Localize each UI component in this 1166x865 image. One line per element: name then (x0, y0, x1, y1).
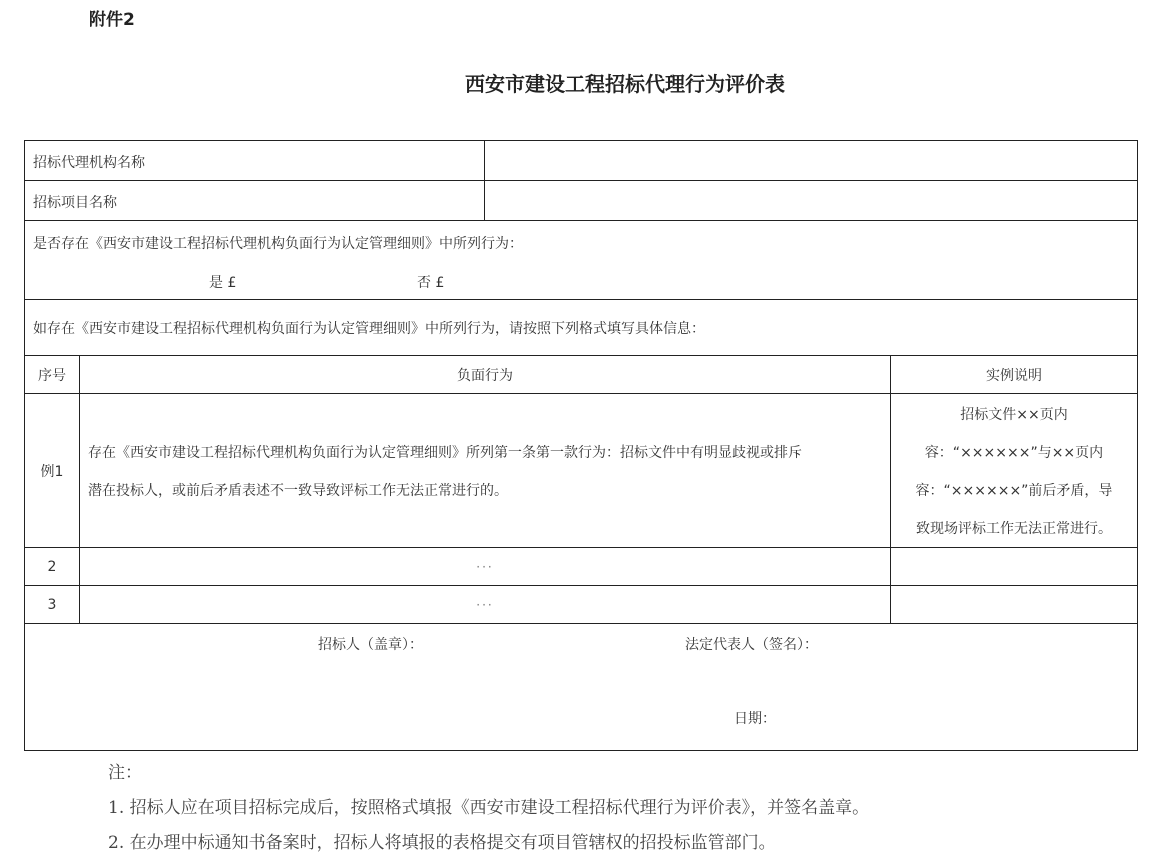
row-number-cell (25, 394, 80, 547)
notes-heading: 注： (108, 763, 142, 783)
instruction-row (25, 300, 1137, 356)
table-row (25, 394, 1137, 548)
project-name-field[interactable] (485, 181, 1137, 220)
project-name-label: 招标项目名称 (33, 195, 117, 211)
project-name-label-cell (25, 181, 485, 220)
column-header-behavior (80, 356, 891, 393)
column-header-example (891, 356, 1137, 393)
table-row (25, 548, 1137, 586)
evaluation-form-table (24, 140, 1138, 751)
question-row (25, 221, 1137, 300)
no-checkbox[interactable]: 否 £ (417, 275, 445, 291)
column-header-example-label: 实例说明 (986, 367, 1042, 384)
ellipsis-text: ··· (476, 597, 494, 612)
notes-item-1: 1. 招标人应在项目招标完成后，按照格式填报《西安市建设工程招标代理行为评价表》，并签名盖章。 (108, 798, 870, 818)
signature-row (25, 624, 1137, 750)
behavior-cell[interactable] (80, 586, 891, 623)
example-text-line3: 容：“××××××”前后矛盾，导 (915, 483, 1113, 499)
row-number-cell (25, 586, 80, 623)
agency-name-label: 招标代理机构名称 (33, 155, 145, 171)
column-header-number (25, 356, 80, 393)
behavior-cell[interactable] (80, 394, 891, 547)
instruction-text: 如存在《西安市建设工程招标代理机构负面行为认定管理细则》中所列行为，请按照下列格式填写具体信息： (33, 321, 705, 337)
row-number: 3 (47, 596, 57, 613)
ellipsis-text: ··· (476, 559, 494, 574)
example-text-line1: 招标文件××页内 (960, 407, 1068, 423)
example-text-line2: 容：“××××××”与××页内 (924, 445, 1104, 461)
example-cell[interactable] (891, 586, 1137, 623)
column-header-number-label: 序号 (38, 367, 66, 384)
column-header-behavior-label: 负面行为 (457, 367, 513, 384)
row-number: 2 (47, 558, 57, 575)
notes-item-2: 2. 在办理中标通知书备案时，招标人将填报的表格提交有项目管辖权的招投标监管部门。 (108, 833, 776, 853)
date-label: 日期： (734, 711, 776, 727)
example-cell[interactable] (891, 394, 1137, 547)
table-header-row (25, 356, 1137, 394)
yes-checkbox[interactable]: 是 £ (209, 275, 237, 291)
question-text: 是否存在《西安市建设工程招标代理机构负面行为认定管理细则》中所列行为： (33, 236, 523, 252)
behavior-text-line1: 存在《西安市建设工程招标代理机构负面行为认定管理细则》所列第一条第一款行为：招标文件中有明显歧视或排斥 (88, 445, 802, 461)
table-row (25, 586, 1137, 624)
tenderer-seal-label: 招标人（盖章）： (318, 637, 423, 653)
behavior-cell[interactable] (80, 548, 891, 585)
example-cell[interactable] (891, 548, 1137, 585)
row-number-cell (25, 548, 80, 585)
agency-name-row (25, 141, 1137, 181)
example-text-line4: 致现场评标工作无法正常进行。 (916, 521, 1112, 537)
behavior-text-line2: 潜在投标人，或前后矛盾表述不一致导致评标工作无法正常进行的。 (88, 483, 508, 499)
agency-name-field[interactable] (485, 141, 1137, 180)
row-number: 例1 (40, 463, 64, 480)
agency-name-label-cell (25, 141, 485, 180)
attachment-label: 附件2 (89, 10, 135, 30)
project-name-row (25, 181, 1137, 221)
page-title: 西安市建设工程招标代理行为评价表 (465, 72, 785, 96)
legal-representative-label: 法定代表人（签名）： (685, 637, 818, 653)
